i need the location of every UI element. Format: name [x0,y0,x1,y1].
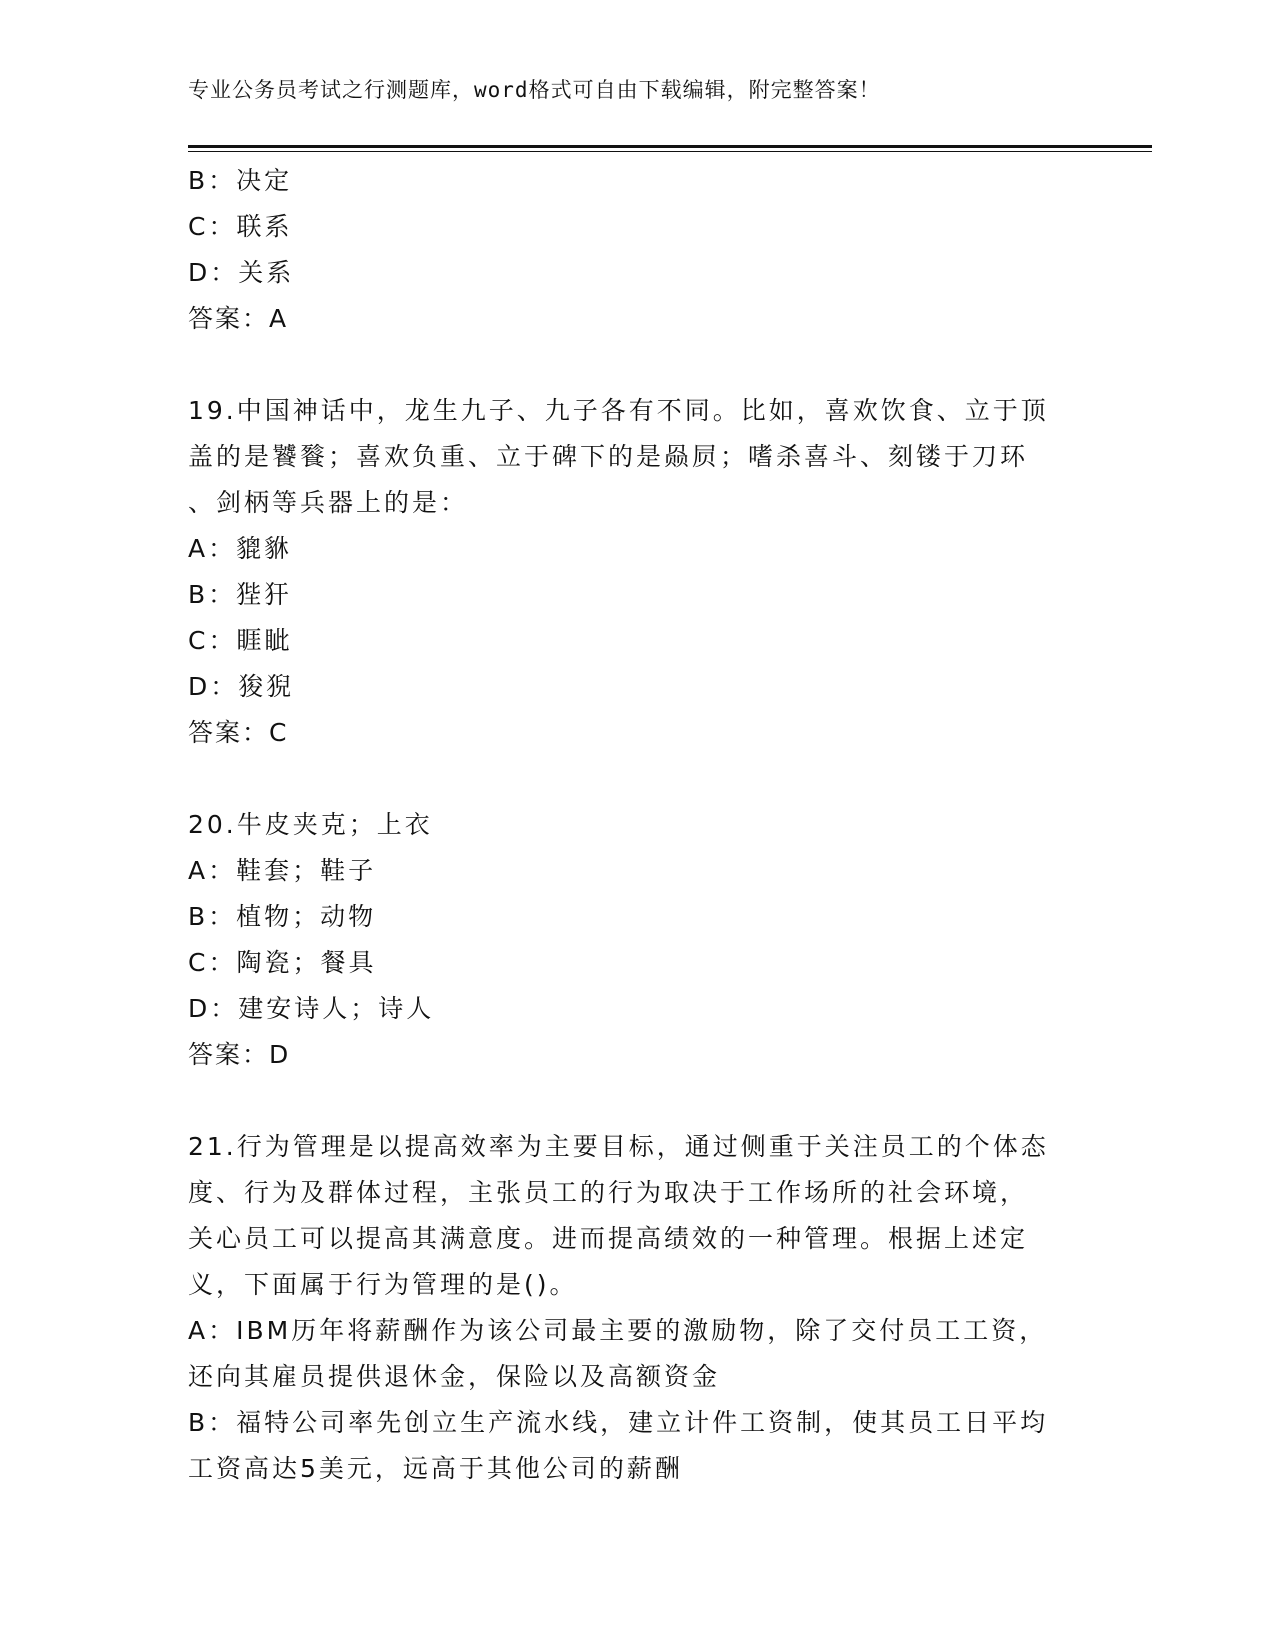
question-stem-line: 义，下面属于行为管理的是()。 [188,1270,578,1299]
question-stem-line: 盖的是饕餮；喜欢负重、立于碑下的是赑屃；嗜杀喜斗、刻镂于刀环 [188,442,1029,471]
option-d: D：建安诗人；诗人 [188,994,435,1023]
question-stem-line: 20.牛皮夹克；上衣 [188,810,433,839]
option-c: C：联系 [188,212,293,241]
option-a: A：鞋套；鞋子 [188,856,377,885]
question-stem-line: 19.中国神话中，龙生九子、九子各有不同。比如，喜欢饮食、立于顶 [188,396,1049,425]
header-rule-thin [188,151,1152,152]
option-b-line: 工资高达5美元，远高于其他公司的薪酬 [188,1454,683,1483]
question-19 [188,388,1088,756]
option-a: A：貔貅 [188,534,293,563]
question-20 [188,802,1088,1078]
option-d: D：关系 [188,258,295,287]
question-stem-line: 21.行为管理是以提高效率为主要目标，通过侧重于关注员工的个体态 [188,1132,1049,1161]
option-d: D：狻猊 [188,672,295,701]
document-body [188,158,1088,1492]
question-21 [188,1124,1088,1492]
option-b: B：植物；动物 [188,902,377,931]
option-a-line: A：IBM历年将薪酬作为该公司最主要的激励物，除了交付员工工资， [188,1316,1048,1345]
answer-line: 答案：C [188,718,289,747]
option-b-line: B：福特公司率先创立生产流水线，建立计件工资制，使其员工日平均 [188,1408,1049,1437]
option-b: B：狴犴 [188,580,293,609]
option-b: B：决定 [188,166,293,195]
answer-line: 答案：A [188,304,289,333]
question-stem-line: 度、行为及群体过程，主张员工的行为取决于工作场所的社会环境， [188,1178,1029,1207]
option-a-line: 还向其雇员提供退休金，保险以及高额资金 [188,1362,721,1391]
option-c: C：睚眦 [188,626,293,655]
prev-question [188,158,1088,342]
question-stem-line: 、剑柄等兵器上的是： [188,488,469,517]
header-rule-thick [188,145,1152,148]
question-stem-line: 关心员工可以提高其满意度。进而提高绩效的一种管理。根据上述定 [188,1224,1029,1253]
option-c: C：陶瓷；餐具 [188,948,377,977]
page-header: 专业公务员考试之行测题库，word格式可自由下载编辑，附完整答案！ [188,78,881,102]
answer-line: 答案：D [188,1040,291,1069]
